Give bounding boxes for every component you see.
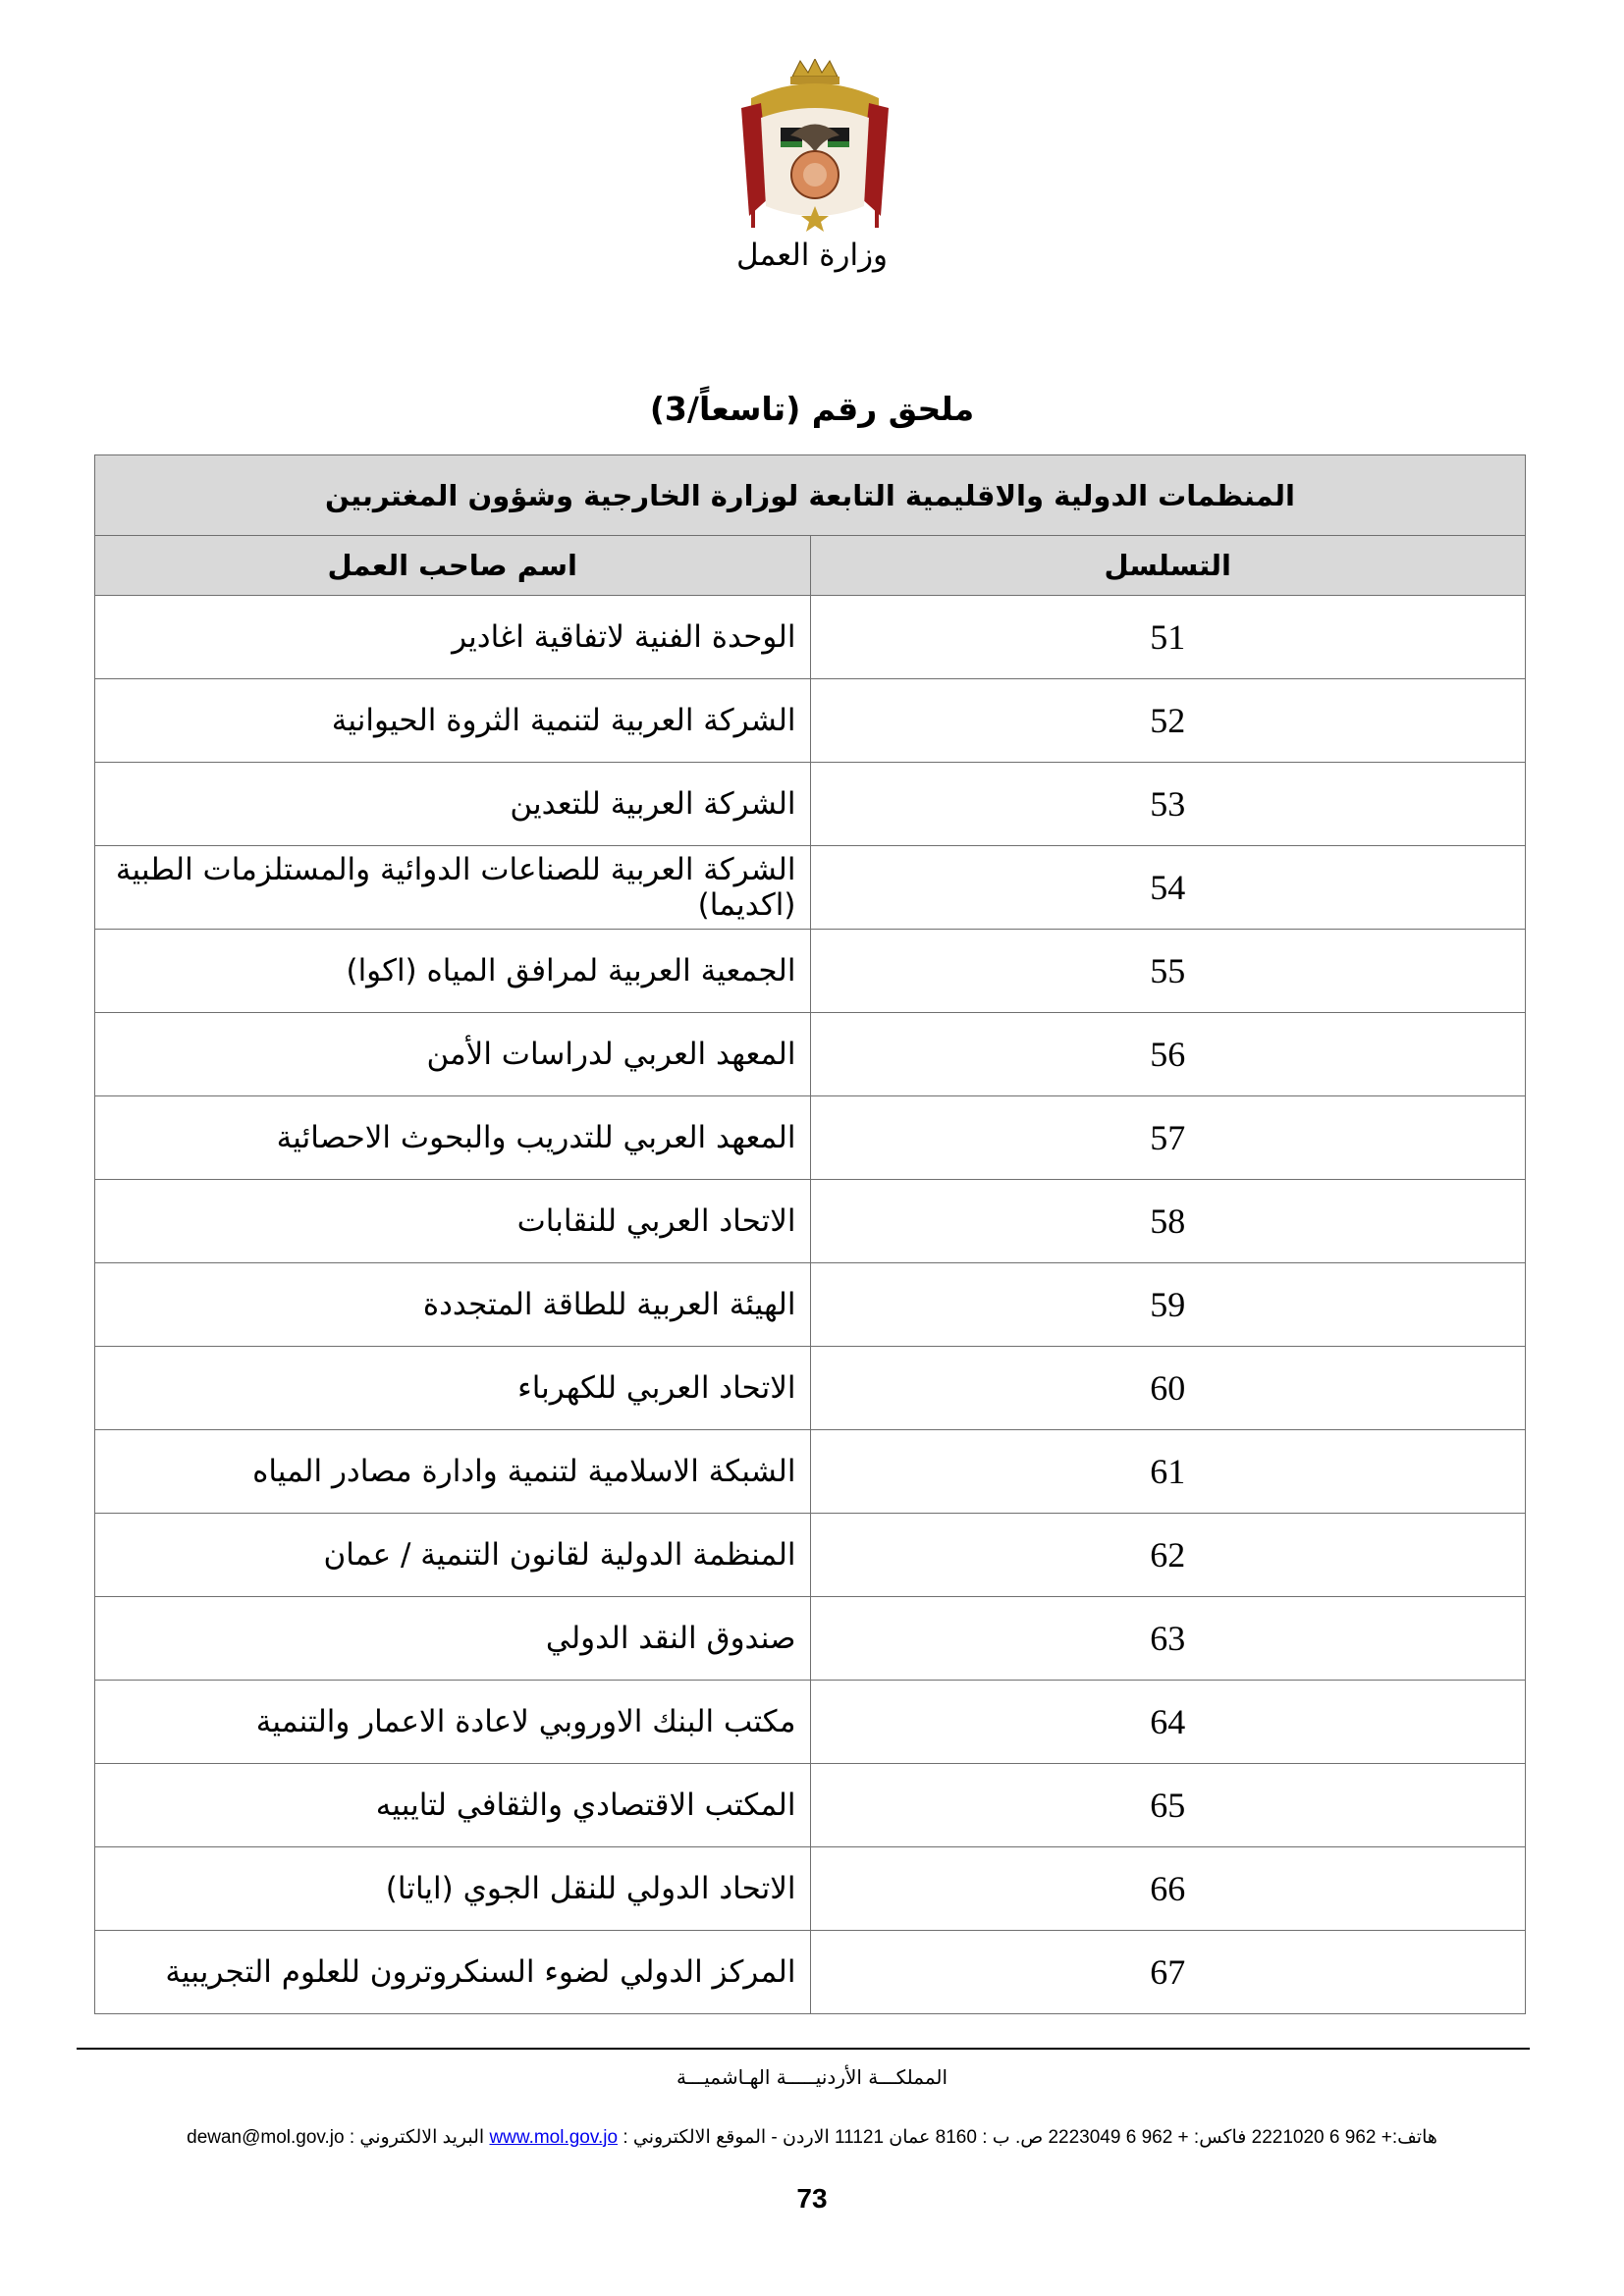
- row-employer-name: الوحدة الفنية لاتفاقية اغادير: [95, 596, 811, 679]
- footer-divider: [77, 2048, 1530, 2050]
- table-row: [95, 846, 1526, 930]
- email-address: dewan@mol.gov.jo: [187, 2127, 345, 2148]
- row-sequence: 51: [810, 596, 1526, 679]
- row-sequence: 64: [810, 1681, 1526, 1764]
- row-sequence: 61: [810, 1430, 1526, 1514]
- row-sequence: 60: [810, 1347, 1526, 1430]
- row-employer-name: الجمعية العربية لمرافق المياه (اكوا): [95, 930, 811, 1013]
- column-header-employer-name: اسم صاحب العمل: [95, 536, 811, 596]
- row-sequence: 58: [810, 1180, 1526, 1263]
- page-number: 73: [796, 2183, 828, 2214]
- table-row: [95, 1180, 1526, 1263]
- column-header-sequence: التسلسل: [810, 536, 1526, 596]
- row-employer-name: الاتحاد الدولي للنقل الجوي (اياتا): [95, 1847, 811, 1931]
- row-employer-name: الاتحاد العربي للنقابات: [95, 1180, 811, 1263]
- row-employer-name: صندوق النقد الدولي: [95, 1597, 811, 1681]
- website-link[interactable]: www.mol.gov.jo: [489, 2127, 619, 2148]
- row-sequence: 55: [810, 930, 1526, 1013]
- row-sequence: 65: [810, 1764, 1526, 1847]
- row-employer-name: المعهد العربي للتدريب والبحوث الاحصائية: [95, 1096, 811, 1180]
- row-sequence: 52: [810, 679, 1526, 763]
- table-row: [95, 1847, 1526, 1931]
- ministry-name: وزارة العمل: [735, 238, 889, 273]
- table-row: [95, 1931, 1526, 2014]
- table-row: [95, 1263, 1526, 1347]
- table-row: [95, 1597, 1526, 1681]
- annex-title: ملحق رقم (تاسعاً/3): [649, 390, 975, 428]
- table-row: [95, 596, 1526, 679]
- table-row: [95, 763, 1526, 846]
- row-employer-name: الشركة العربية للتعدين: [95, 763, 811, 846]
- row-sequence: 66: [810, 1847, 1526, 1931]
- table-row: [95, 1514, 1526, 1597]
- row-sequence: 53: [810, 763, 1526, 846]
- row-sequence: 67: [810, 1931, 1526, 2014]
- row-employer-name: الشبكة الاسلامية لتنمية وادارة مصادر المياه: [95, 1430, 811, 1514]
- table-row: [95, 679, 1526, 763]
- row-employer-name: المركز الدولي لضوء السنكروترون للعلوم التجريبية: [95, 1931, 811, 2014]
- row-sequence: 62: [810, 1514, 1526, 1597]
- table-body: [95, 596, 1526, 2014]
- table-title: المنظمات الدولية والاقليمية التابعة لوزارة الخارجية وشؤون المغتربين: [95, 455, 1526, 536]
- row-employer-name: الشركة العربية لتنمية الثروة الحيوانية: [95, 679, 811, 763]
- row-employer-name: المنظمة الدولية لقانون التنمية / عمان: [95, 1514, 811, 1597]
- row-sequence: 56: [810, 1013, 1526, 1096]
- row-sequence: 57: [810, 1096, 1526, 1180]
- table-row: [95, 1013, 1526, 1096]
- email-label: البريد الالكتروني :: [349, 2127, 485, 2148]
- row-sequence: 63: [810, 1597, 1526, 1681]
- row-sequence: 54: [810, 846, 1526, 930]
- contact-phone-fax-address: هاتف:+ 962 6 2221020 فاكس: + 962 6 2223049 ص. ب : 8160 عمان 11121 الاردن - الموقع الالكتروني :: [623, 2127, 1437, 2148]
- table-row: [95, 1096, 1526, 1180]
- row-employer-name: المعهد العربي لدراسات الأمن: [95, 1013, 811, 1096]
- row-employer-name: المكتب الاقتصادي والثقافي لتايبيه: [95, 1764, 811, 1847]
- footer-contact: [98, 2126, 1526, 2149]
- table-row: [95, 930, 1526, 1013]
- footer-kingdom: المملكـــة الأردنيـــــة الهـاشميـــة: [676, 2065, 948, 2089]
- table-row: [95, 1681, 1526, 1764]
- organizations-table: [94, 454, 1526, 2014]
- table-row: [95, 1430, 1526, 1514]
- row-employer-name: الهيئة العربية للطاقة المتجددة: [95, 1263, 811, 1347]
- table-row: [95, 1764, 1526, 1847]
- coat-of-arms-emblem: [731, 59, 898, 240]
- row-employer-name: الاتحاد العربي للكهرباء: [95, 1347, 811, 1430]
- table-row: [95, 1347, 1526, 1430]
- row-sequence: 59: [810, 1263, 1526, 1347]
- row-employer-name: مكتب البنك الاوروبي لاعادة الاعمار والتنمية: [95, 1681, 811, 1764]
- row-employer-name: الشركة العربية للصناعات الدوائية والمستلزمات الطبية (اكديما): [95, 846, 811, 930]
